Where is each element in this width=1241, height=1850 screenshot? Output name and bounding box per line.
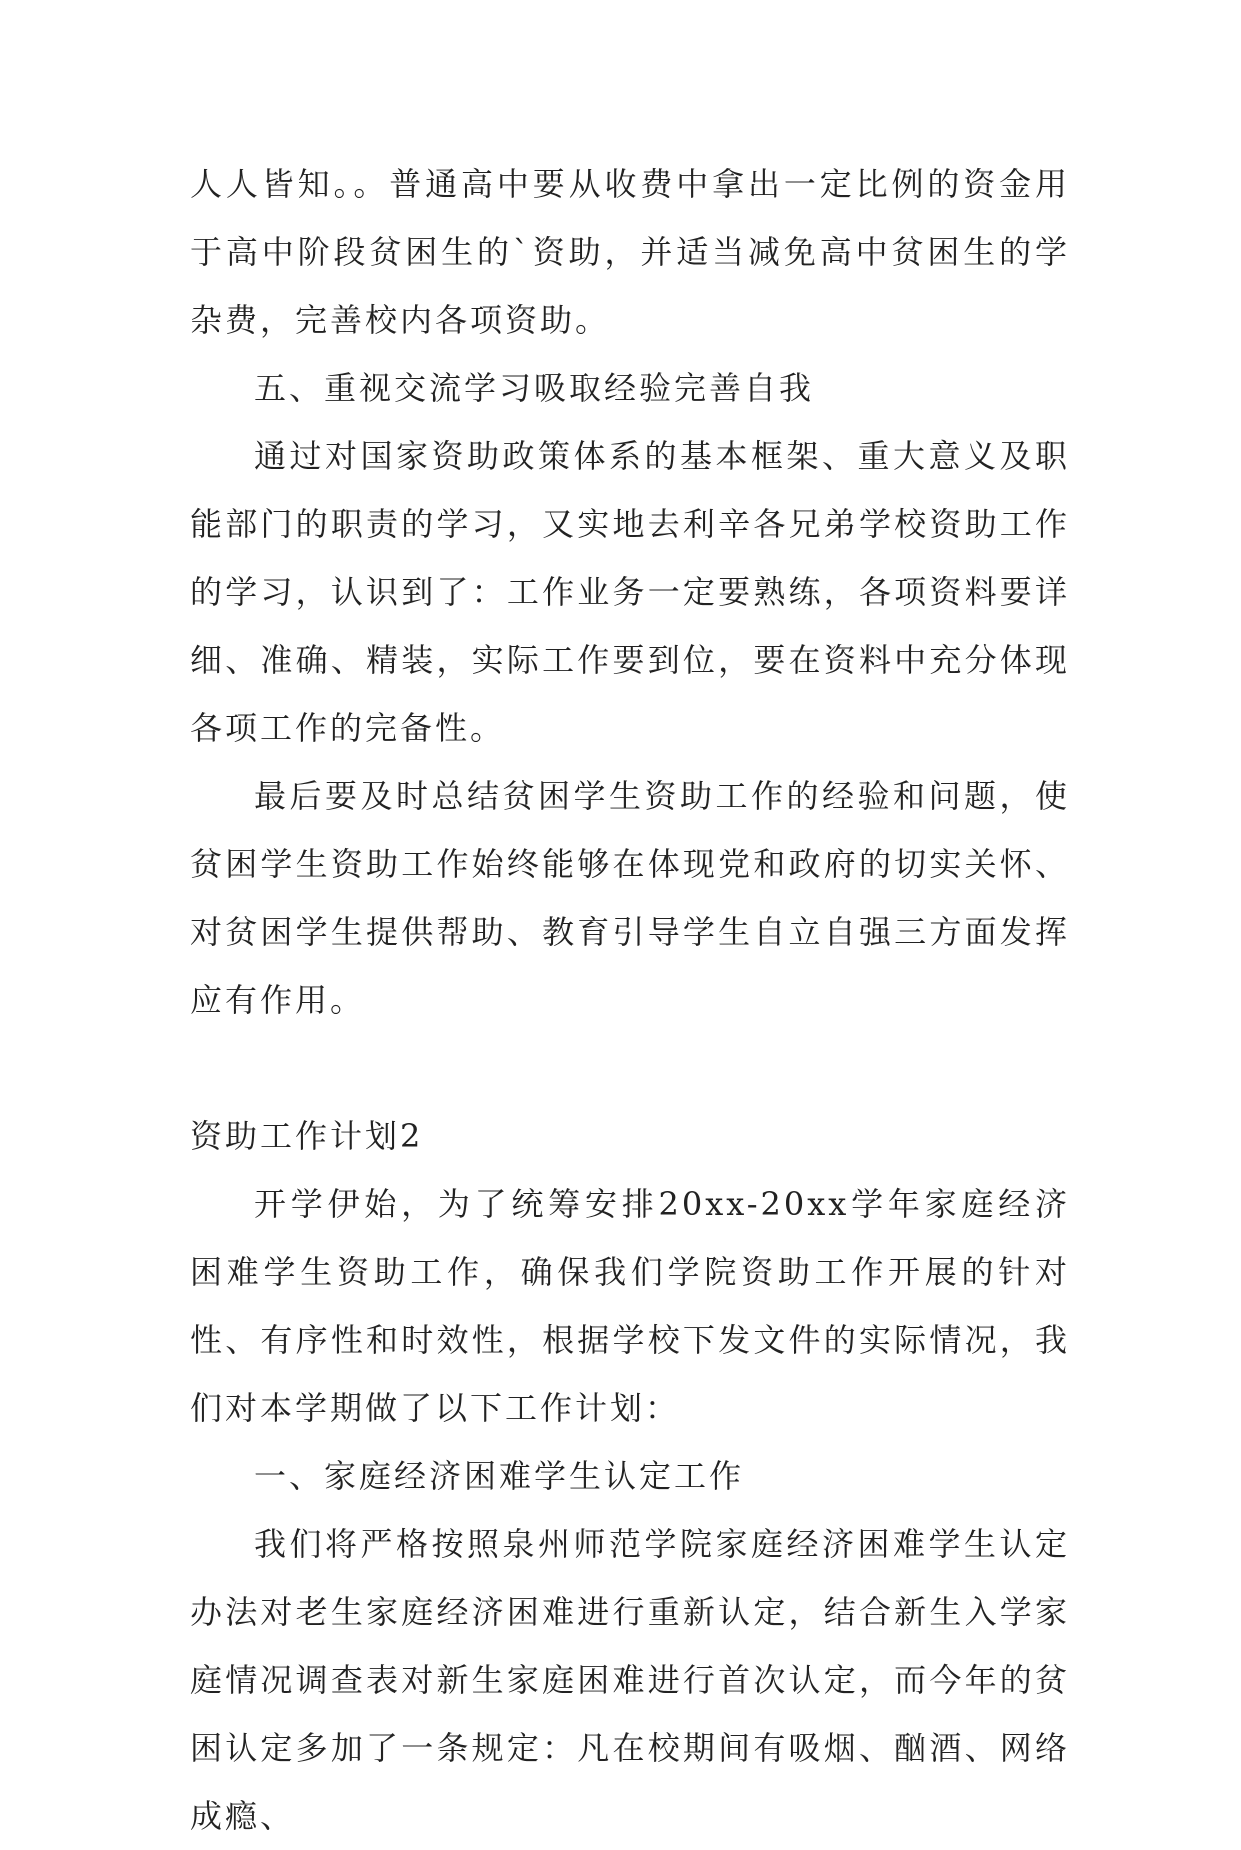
section-heading-five: 五、重视交流学习吸取经验完善自我 [254, 369, 815, 407]
paragraph-summary: 最后要及时总结贫困学生资助工作的经验和问题，使贫困学生资助工作始终能够在体现党和政府的切实关怀、对贫困学生提供帮助、教育引导学生自立自强三方面发挥应有作用。 [190, 777, 1070, 1019]
section-heading-one: 一、家庭经济困难学生认定工作 [254, 1457, 745, 1495]
paragraph-continuation: 人人皆知。。普通高中要从收费中拿出一定比例的资金用于高中阶段贫困生的`资助，并适当减免高中贫困生的学杂费，完善校内各项资助。 [190, 165, 1070, 339]
paragraph-identification: 我们将严格按照泉州师范学院家庭经济困难学生认定办法对老生家庭经济困难进行重新认定，结合新生入学家庭情况调查表对新生家庭困难进行首次认定，而今年的贫困认定多加了一条规定：凡在校期间有吸烟、酗酒、网络成瘾、 [190, 1525, 1070, 1835]
document-body [190, 150, 1070, 1850]
document-title: 资助工作计划2 [190, 1117, 424, 1155]
paragraph-intro: 开学伊始，为了统筹安排20xx-20xx学年家庭经济困难学生资助工作，确保我们学院资助工作开展的针对性、有序性和时效性，根据学校下发文件的实际情况，我们对本学期做了以下工作计划： [190, 1185, 1070, 1427]
paragraph-exchange-learning: 通过对国家资助政策体系的基本框架、重大意义及职能部门的职责的学习，又实地去利辛各兄弟学校资助工作的学习，认识到了：工作业务一定要熟练，各项资料要详细、准确、精装，实际工作要到位，要在资料中充分体现各项工作的完备性。 [190, 437, 1070, 747]
